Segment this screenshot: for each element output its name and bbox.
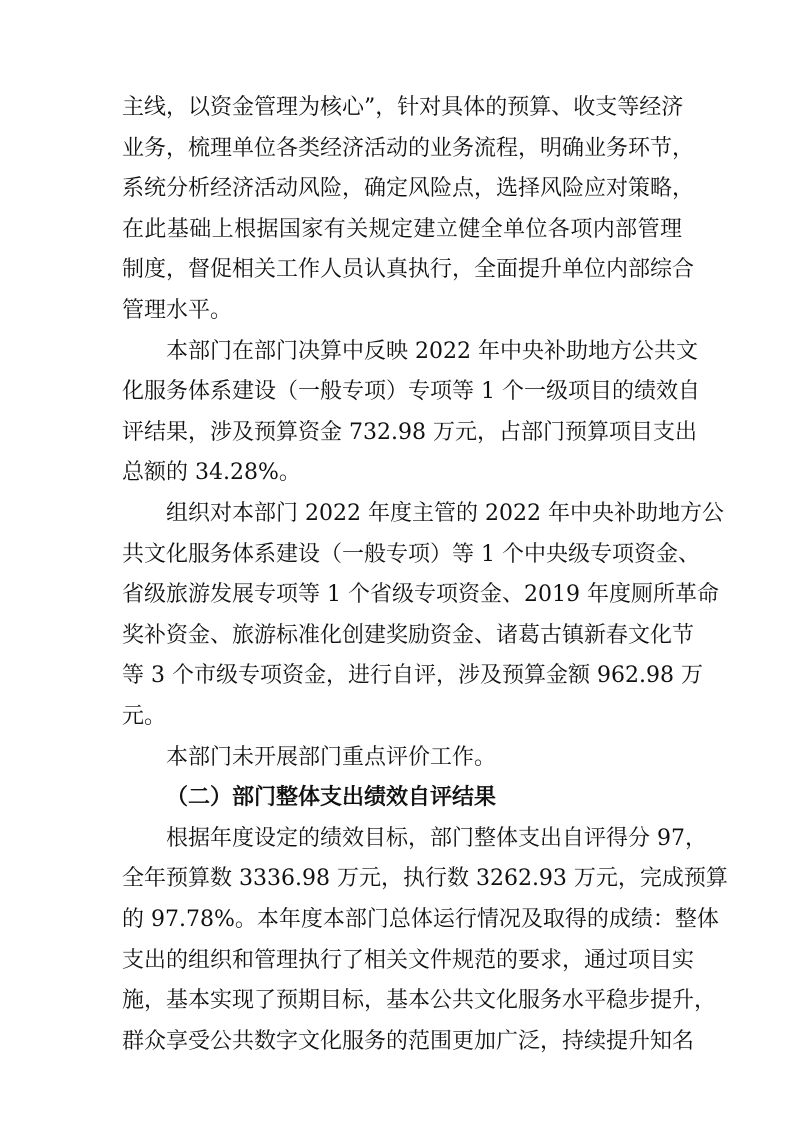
paragraph-line: 化服务体系建设（一般专项）专项等 1 个一级项目的绩效自	[122, 379, 700, 405]
paragraph-line: 系统分析经济活动风险，确定风险点，选择风险应对策略，	[122, 176, 695, 202]
paragraph-line: 共文化服务体系建设（一般专项）等 1 个中央级专项资金、	[122, 541, 700, 567]
paragraph-line: 制度，督促相关工作人员认真执行，全面提升单位内部综合	[122, 257, 695, 283]
paragraph-line: 组织对本部门 2022 年度主管的 2022 年中央补助地方公	[166, 501, 724, 526]
paragraph-line: 奖补资金、旅游标准化创建奖励资金、诸葛古镇新春文化节	[122, 622, 695, 648]
paragraph-line: 在此基础上根据国家有关规定建立健全单位各项内部管理	[122, 216, 682, 242]
paragraph-line: 省级旅游发展专项等 1 个省级专项资金、2019 年度厕所革命	[122, 582, 719, 608]
paragraph-line: 主线，以资金管理为核心”，针对具体的预算、收支等经济	[122, 95, 684, 120]
paragraph-line: 本部门在部门决算中反映 2022 年中央补助地方公共文	[166, 338, 698, 364]
paragraph-line: 评结果，涉及预算资金 732.98 万元，占部门预算项目支出	[122, 419, 697, 445]
paragraph-line: 元。	[122, 704, 167, 729]
paragraph-line: 总额的 34.28%。	[122, 460, 301, 486]
paragraph-line: 本部门未开展部门重点评价工作。	[166, 744, 497, 770]
paragraph-line: 管理水平。	[122, 298, 233, 323]
paragraph-line: 支出的组织和管理执行了相关文件规范的要求，通过项目实	[122, 947, 695, 973]
paragraph-line: 施，基本实现了预期目标，基本公共文化服务水平稳步提升，	[122, 988, 717, 1014]
paragraph-line: 业务，梳理单位各类经济活动的业务流程，明确业务环节，	[122, 135, 695, 161]
paragraph-line: 全年预算数 3336.98 万元，执行数 3262.93 万元，完成预算	[122, 866, 728, 892]
paragraph-line: 群众享受公共数字文化服务的范围更加广泛，持续提升知名	[122, 1028, 695, 1054]
paragraph-line: 根据年度设定的绩效目标，部门整体支出自评得分 97，	[166, 825, 707, 851]
paragraph-line: 的 97.78%。本年度本部门总体运行情况及取得的成绩：整体	[122, 907, 719, 932]
section-heading: （二）部门整体支出绩效自评结果	[166, 785, 497, 811]
paragraph-line: 等 3 个市级专项资金，进行自评，涉及预算金额 962.98 万	[122, 663, 703, 689]
